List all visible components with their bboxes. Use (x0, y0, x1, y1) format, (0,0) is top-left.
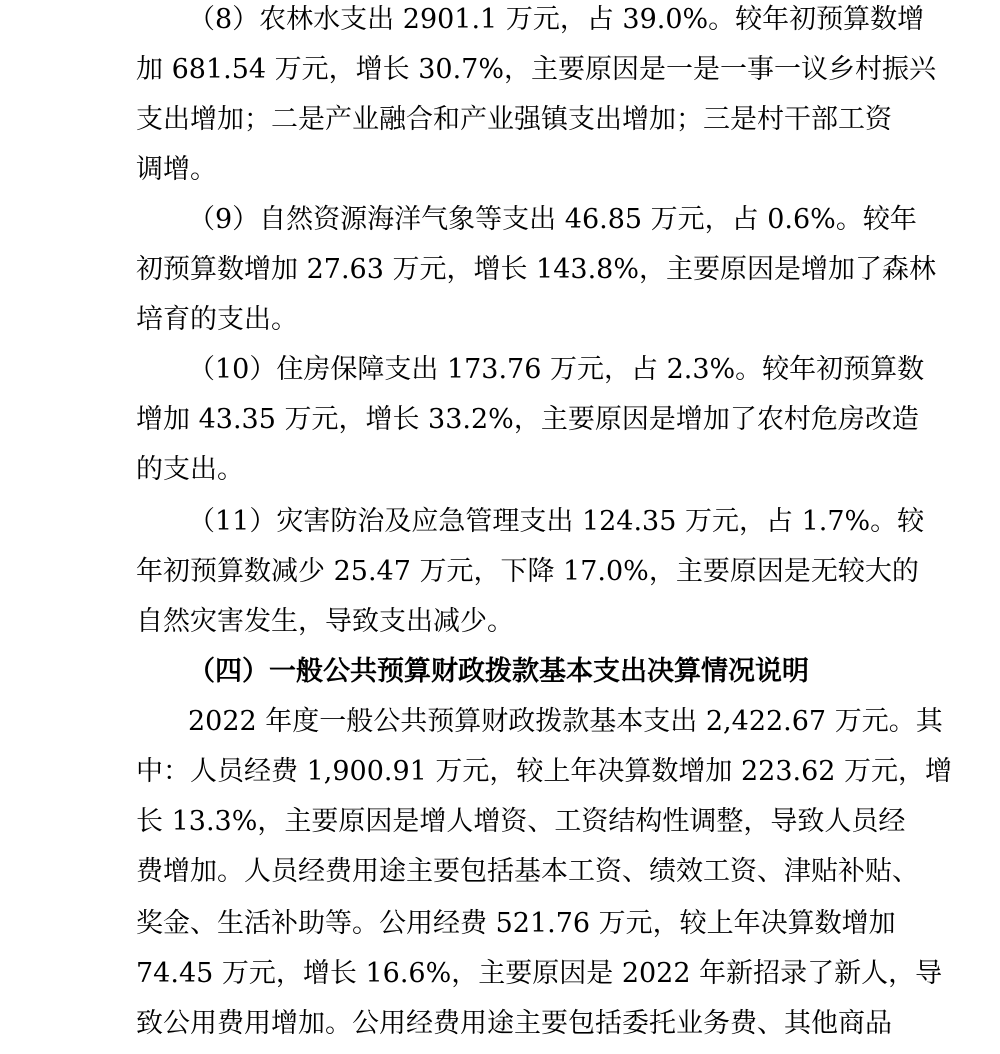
p-basic-line-4: 费增加。人员经费用途主要包括基本工资、绩效工资、津贴补贴、 (136, 856, 919, 887)
p-basic-line-7: 致公用费用增加。公用经费用途主要包括委托业务费、其他商品 (136, 1008, 892, 1039)
p-basic-line-6: 74.45 万元，增长 16.6%，主要原因是 2022 年新招录了新人，导 (136, 958, 943, 989)
section-heading-4: （四）一般公共预算财政拨款基本支出决算情况说明 (188, 656, 809, 687)
p10-line-3: 的支出。 (136, 454, 244, 485)
p-basic-line-2: 中：人员经费 1,900.91 万元，较上年决算数增加 223.62 万元，增 (136, 756, 953, 787)
p11-line-3: 自然灾害发生，导致支出减少。 (136, 606, 514, 637)
p8-line-2: 加 681.54 万元，增长 30.7%，主要原因是一是一事一议乡村振兴 (136, 54, 936, 85)
p-basic-line-1: 2022 年度一般公共预算财政拨款基本支出 2,422.67 万元。其 (188, 706, 943, 737)
p8-line-4: 调增。 (136, 154, 217, 185)
p11-line-1: （11）灾害防治及应急管理支出 124.35 万元，占 1.7%。较 (188, 506, 925, 537)
p8-line-3: 支出增加；二是产业融合和产业强镇支出增加；三是村干部工资 (136, 104, 892, 135)
p8-line-1: （8）农林水支出 2901.1 万元，占 39.0%。较年初预算数增 (188, 4, 925, 35)
p11-line-2: 年初预算数减少 25.47 万元，下降 17.0%，主要原因是无较大的 (136, 556, 919, 587)
p10-line-2: 增加 43.35 万元，增长 33.2%，主要原因是增加了农村危房改造 (136, 404, 919, 435)
p9-line-1: （9）自然资源海洋气象等支出 46.85 万元，占 0.6%。较年 (188, 204, 917, 235)
p10-line-1: （10）住房保障支出 173.76 万元，占 2.3%。较年初预算数 (188, 354, 925, 385)
p-basic-line-3: 长 13.3%，主要原因是增人增资、工资结构性调整，导致人员经 (136, 806, 906, 837)
p9-line-3: 培育的支出。 (136, 304, 298, 335)
p9-line-2: 初预算数增加 27.63 万元，增长 143.8%，主要原因是增加了森林 (136, 254, 936, 285)
p-basic-line-5: 奖金、生活补助等。公用经费 521.76 万元，较上年决算数增加 (136, 908, 896, 939)
